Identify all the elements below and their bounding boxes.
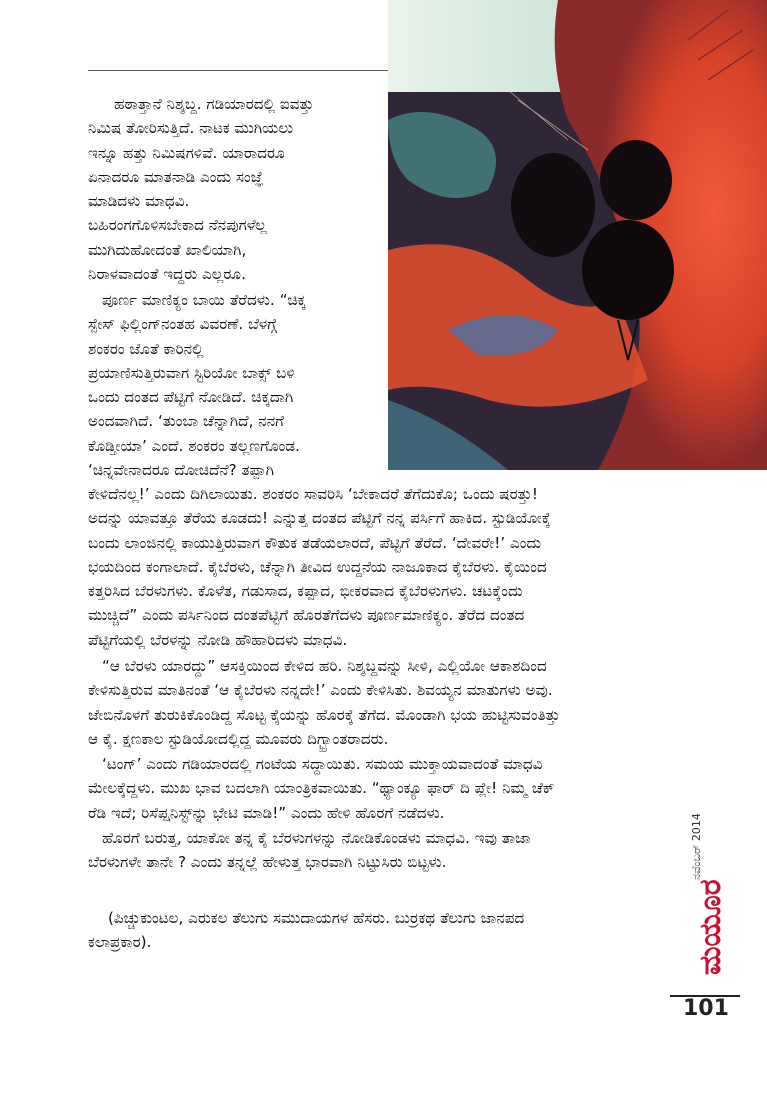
magazine-name: ಮಯೂರ: [693, 879, 728, 975]
text-line: ಕೇಳಿದೆನಲ್ಲ!’ ಎಂದು ದಿಗಿಲಾಯಿತು. ಶಂಕರಂ ಸಾವರಿಸಿ ‘ಬೇಕಾದರೆ ತೆಗೆದುಕೊ; ಒಂದು ಷರತ್ತು!: [88, 485, 538, 503]
paragraph-5: [88, 826, 684, 875]
text-line: ನಿರಾಳವಾದಂತೆ ಇದ್ದರು ಎಲ್ಲರೂ.: [88, 265, 246, 284]
text-line: ಅದನ್ನು ಯಾವತ್ತೂ ತೆರೆಯ ಕೂಡದು! ಎನ್ನುತ್ತ ದಂತದ ಪೆಟ್ಟಿಗೆ ನನ್ನ ಪರ್ಸಿಗೆ ಹಾಕಿದ. ಸ್ಟುಡಿಯೋಕ್ಕೆ: [88, 509, 551, 528]
text-line: ಪ್ರಯಾಣಿಸುತ್ತಿರುವಾಗ ಸ್ಟಿರಿಯೋ ಬಾಕ್ಸ್ ಬಳಿ: [88, 363, 295, 382]
text-line: ಅಂದವಾಗಿದೆ. ‘ತುಂಬಾ ಚೆನ್ನಾಗಿದೆ, ನನಗೆ: [88, 412, 284, 431]
text-line: ಮುಗಿದುಹೋದಂತೆ ಖಾಲಿಯಾಗಿ,: [88, 240, 247, 259]
text-line: ಕತ್ತರಿಸಿದ ಬೆರಳುಗಳು. ಕೊಳೆತ, ಗಡುಸಾದ, ಕಪ್ಪಾದ, ಭೀಕರವಾದ ಕೈಬೆರಳುಗಳು. ಚಟಕ್ಕೆಂದು: [88, 582, 523, 601]
text-line: ಜೇಬಿನೊಳಗೆ ತುರುಕಿಕೊಂಡಿದ್ದ ಸೊಟ್ಟ ಕೈಯನ್ನು ಹೊರಕ್ಕೆ ತೆಗೆದ. ಮೊಂಡಾಗಿ ಭಯ ಹುಟ್ಟಿಸುವಂತಿತ್ತು: [88, 705, 560, 724]
text-line: ನಿಮಿಷ ತೋರಿಸುತ್ತಿದೆ. ನಾಟಕ ಮುಗಿಯಲು: [88, 119, 294, 138]
text-line: ಒಂದು ದಂತದ ಪೆಟ್ಟಿಗೆ ನೋಡಿದೆ. ಚಿಕ್ಕದಾಗಿ: [88, 388, 294, 407]
paragraph-4: [88, 752, 684, 825]
text-line: ಬಂದು ಲಾಂಜಿನಲ್ಲಿ ಕಾಯುತ್ತಿರುವಾಗ ಕೌತುಕ ತಡೆಯಲಾರದೆ, ಪೆಟ್ಟಿಗೆ ತೆರೆದೆ. ‘ದೇವರೇ!’ ಎಂದು: [88, 533, 542, 552]
magazine-masthead: [682, 780, 732, 980]
text-line: ಭಯದಿಂದ ಕಂಗಾಲಾದೆ. ಕೈಬೆರಳು, ಚೆನ್ನಾಗಿ ತೀವಿದ ಉದ್ದನೆಯ ನಾಜೂಕಾದ ಕೈಬೆರಳು. ಕೈಯಿಂದ: [88, 557, 547, 576]
text-line: ಇನ್ನೂ ಹತ್ತು ನಿಮಿಷಗಳಿವೆ. ಯಾರಾದರೂ: [88, 143, 285, 162]
text-line: ಕಲಾಪ್ರಕಾರ).: [88, 933, 152, 952]
masthead-svg: [682, 780, 732, 980]
text-line: ಮೇಲಕ್ಕೆದ್ದಳು. ಮುಖ ಭಾವ ಬದಲಾಗಿ ಯಾಂತ್ರಿಕವಾಯಿತು. “ಥ್ಯಾಂಕ್ಯೂ ಫಾರ್ ದಿ ಪ್ಲೇ! ನಿಮ್ಮ ಚೆಕ್: [88, 779, 555, 798]
text-line: ರೆಡಿ ಇದೆ; ರಿಸೆಪ್ಷನಿಸ್ಟ್‌ನ್ನು ಭೇಟಿ ಮಾಡಿ!” ಎಂದು ಹೇಳಿ ಹೊರಗೆ ನಡೆದಳು.: [88, 803, 445, 822]
text-line: ಬೆರಳುಗಳೇ ತಾನೇ ? ಎಂದು ತನ್ನಲ್ಲೆ ಹೇಳುತ್ತ ಭಾರವಾಗಿ ನಿಟ್ಟುಸಿರು ಬಿಟ್ಟಳು.: [88, 853, 447, 872]
text-line: ಏನಾದರೂ ಮಾತನಾಡಿ ಎಂದು ಸಂಜ್ಞೆ: [88, 167, 264, 186]
text-line: ಹಠಾತ್ತಾನೆ ನಿಶ್ಶಬ್ದ. ಗಡಿಯಾರದಲ್ಲಿ ಐವತ್ತು: [114, 95, 314, 113]
text-line: ಆ ಕೈ. ಕ್ಷಣಕಾಲ ಸ್ಟುಡಿಯೋದಲ್ಲಿದ್ದ ಮೂವರು ದಿಗ್ಭ್ರಾಂತರಾದರು.: [88, 729, 389, 748]
text-line: ಪೂರ್ಣ ಮಾಣಿಕ್ಯಂ ಬಾಯಿ ತೆರೆದಳು. “ಚಿಕ್ಕ: [102, 291, 306, 309]
paragraph-3: [88, 654, 684, 751]
text-line: ಸ್ಪೇಸ್ ಫಿಲ್ಲಿಂಗ್‌ನಂತಹ ವಿವರಣೆ. ಬೆಳಗ್ಗೆ: [88, 315, 277, 334]
top-rule: [88, 70, 388, 71]
text-line: ‘ಟಂಗ್’ ಎಂದು ಗಡಿಯಾರದಲ್ಲಿ ಗಂಟೆಯ ಸದ್ದಾಯಿತು. ಸಮಯ ಮುಕ್ತಾಯವಾದಂತೆ ಮಾಧವಿ: [102, 755, 543, 773]
text-line: (ಪಿಚ್ಚುಕುಂಟಲ, ಎರುಕಲ ತೆಲುಗು ಸಮುದಾಯಗಳ ಹೆಸರು. ಬುರ್‍ರಕಥ ತೆಲುಗು ಜಾನಪದ: [108, 909, 525, 927]
issue-date: ನವೆಂಬರ್ 2014: [690, 813, 703, 880]
illustration: [388, 0, 767, 470]
text-line: ಶಂಕರಂ ಜೊತೆ ಕಾರಿನಲ್ಲಿ: [88, 339, 204, 358]
text-line: ಮುಚ್ಚಿದೆ” ಎಂದು ಪರ್ಸಿನಿಂದ ದಂತಪೆಟ್ಟಿಗೆ ಹೊರತೆಗೆದಳು ಪೂರ್ಣಮಾಣಿಕ್ಯಂ. ತೆರೆದ ದಂತದ: [88, 606, 525, 625]
text-line: ಪೆಟ್ಟಿಗೆಯಲ್ಲಿ ಬೆರಳನ್ನು ನೋಡಿ ಹೌಹಾರಿದಳು ಮಾಧವಿ.: [88, 630, 348, 649]
paragraph-2-continued: [88, 482, 684, 652]
text-line: “ಆ ಬೆರಳು ಯಾರದ್ದು” ಆಸಕ್ತಿಯಿಂದ ಕೇಳಿದ ಹರಿ. ನಿಶ್ಶಬ್ದವನ್ನು ಸೀಳಿ, ಎಲ್ಲಿಯೋ ಆಕಾಶದಿಂದ: [102, 657, 547, 675]
paragraph-2: [88, 288, 374, 482]
text-line: ‘ಚಿನ್ನವೇನಾದರೂ ದೋಚಿದೆನೆ? ತಪ್ಪಾಗಿ: [88, 461, 275, 480]
text-line: ಬಹಿರಂಗಗೊಳಿಸಬೇಕಾದ ನೆನಪುಗಳೆಲ್ಲ: [88, 216, 267, 235]
text-line: ಮಾಡಿದಳು ಮಾಧವಿ.: [88, 192, 190, 211]
abstract-face-illustration: [388, 0, 767, 470]
page-number: 101: [683, 996, 729, 1021]
text-line: ಕೇಳಿಸುತ್ತಿರುವ ಮಾತಿನಂತೆ ‘ಆ ಕೈಬೆರಳು ನನ್ನದೇ!’ ಎಂದು ಕೇಳಿಸಿತು. ಶಿವಯ್ಯನ ಮಾತುಗಳು ಅವು.: [88, 681, 553, 700]
paragraph-1: [88, 92, 374, 286]
footnote: [88, 906, 684, 955]
text-line: ಕೊಡ್ತೀಯಾ’ ಎಂದೆ. ಶಂಕರಂ ತಲ್ಲಣಗೊಂಡ.: [88, 436, 300, 455]
text-line: ಹೊರಗೆ ಬರುತ್ತ, ಯಾಕೋ ತನ್ನ ಕೈ ಬೆರಳುಗಳನ್ನು ನೋಡಿಕೊಂಡಳು ಮಾಧವಿ. ಇವು ತಾಜಾ: [102, 829, 531, 847]
